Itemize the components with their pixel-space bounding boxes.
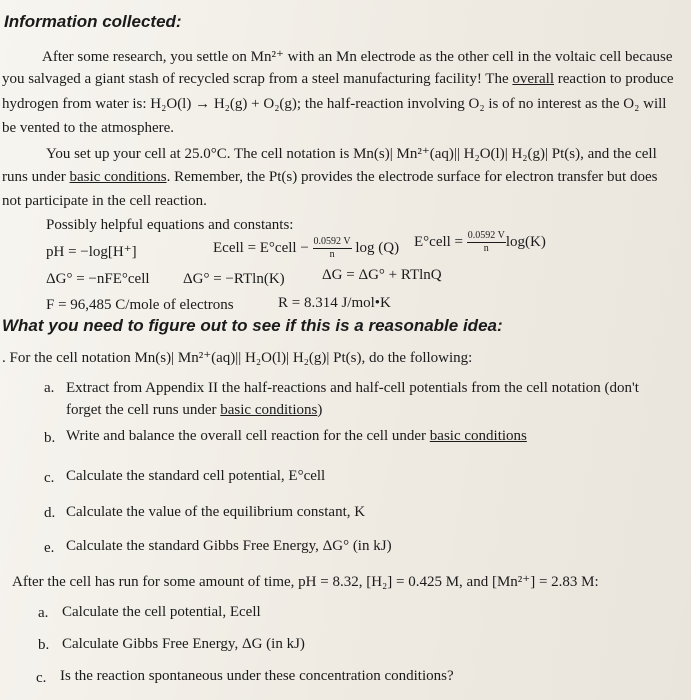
item-c-label: c.: [44, 470, 55, 486]
para2-line3: not participate in the cell reaction.: [2, 193, 207, 209]
para2-line2: runs under basic conditions. Remember, the Pt(s) provides the electrode surface for electron transfer but does: [2, 169, 658, 185]
para1-line4: be vented to the atmosphere.: [2, 120, 175, 136]
final-b-text: Calculate Gibbs Free Energy, ΔG (in kJ): [62, 636, 305, 652]
final-c-label: c.: [36, 670, 47, 686]
final-b-label: b.: [38, 637, 50, 653]
item-a-line1: Extract from Appendix II the half-reactions and half-cell potentials from the cell notation (don't: [66, 380, 639, 396]
final-a-text: Calculate the cell potential, Ecell: [62, 604, 261, 620]
item-e-text: Calculate the standard Gibbs Free Energy, ΔG° (in kJ): [66, 538, 392, 554]
item-e-label: e.: [44, 540, 55, 556]
para1-line2: you salvaged a giant stash of recycled scrap from a steel manufacturing facility! The overall reaction to produce: [2, 71, 674, 87]
const-faraday: F = 96,485 C/mole of electrons: [46, 297, 234, 313]
item-b-text: Write and balance the overall cell reaction for the cell under basic conditions: [66, 428, 527, 444]
eq-ecell-fraction: $\frac{0.0592 V}{n}$: [313, 236, 351, 260]
question1-intro: . For the cell notation Mn(s)| Mn²⁺(aq)|| H₂O(l)| H₂(g)| Pt(s), do the following:: [2, 350, 473, 366]
equations-intro: Possibly helpful equations and constants:: [46, 217, 294, 233]
const-gas: R = 8.314 J/mol•K: [278, 295, 391, 311]
after-run-conditions: After the cell has run for some amount of time, pH = 8.32, [H₂] = 0.425 M, and [Mn²⁺] = 2.83 M:: [12, 574, 599, 590]
heading-information-collected: Information collected:: [4, 12, 182, 31]
para1-line3: hydrogen from water is: H₂O(l) → H₂(g) + O₂(g); the half-reaction involving O₂ is of no interest as the O₂ will: [2, 96, 667, 112]
final-a-label: a.: [38, 605, 49, 621]
heading-what-you-need: What you need to figure out to see if this is a reasonable idea:: [2, 316, 503, 335]
eq-ecell: Ecell = E°cell − $\frac{0.0592 V}{n}$ log (Q): [213, 236, 400, 260]
para2-line1: You set up your cell at 25.0°C. The cell notation is Mn(s)| Mn²⁺(aq)|| H₂O(l)| H₂(g)| Pt(s), and the cell: [46, 146, 657, 162]
item-a-line2: forget the cell runs under basic conditions): [66, 402, 323, 418]
item-a-label: a.: [44, 380, 55, 396]
eq-ph: pH = −log[H⁺]: [46, 244, 137, 260]
eq-dg-rtlnq: ΔG = ΔG° + RTlnQ: [322, 267, 442, 283]
item-d-text: Calculate the value of the equilibrium constant, K: [66, 504, 366, 520]
para1-line1: After some research, you settle on Mn²⁺ with an Mn electrode as the other cell in the voltaic cell because: [42, 49, 673, 65]
eq-e0cell: E°cell = $\frac{0.0592 V}{n}$ log(K): [414, 230, 546, 254]
eq-e0cell-fraction: $\frac{0.0592 V}{n}$: [467, 230, 505, 254]
item-c-text: Calculate the standard cell potential, E°cell: [66, 468, 326, 484]
item-b-label: b.: [44, 430, 56, 446]
item-d-label: d.: [44, 505, 56, 521]
eq-dg0-nfe: ΔG° = −nFE°cell: [46, 271, 150, 287]
eq-dg0-rtlnk: ΔG° = −RTln(K): [183, 271, 285, 287]
final-c-text: Is the reaction spontaneous under these concentration conditions?: [60, 668, 454, 684]
